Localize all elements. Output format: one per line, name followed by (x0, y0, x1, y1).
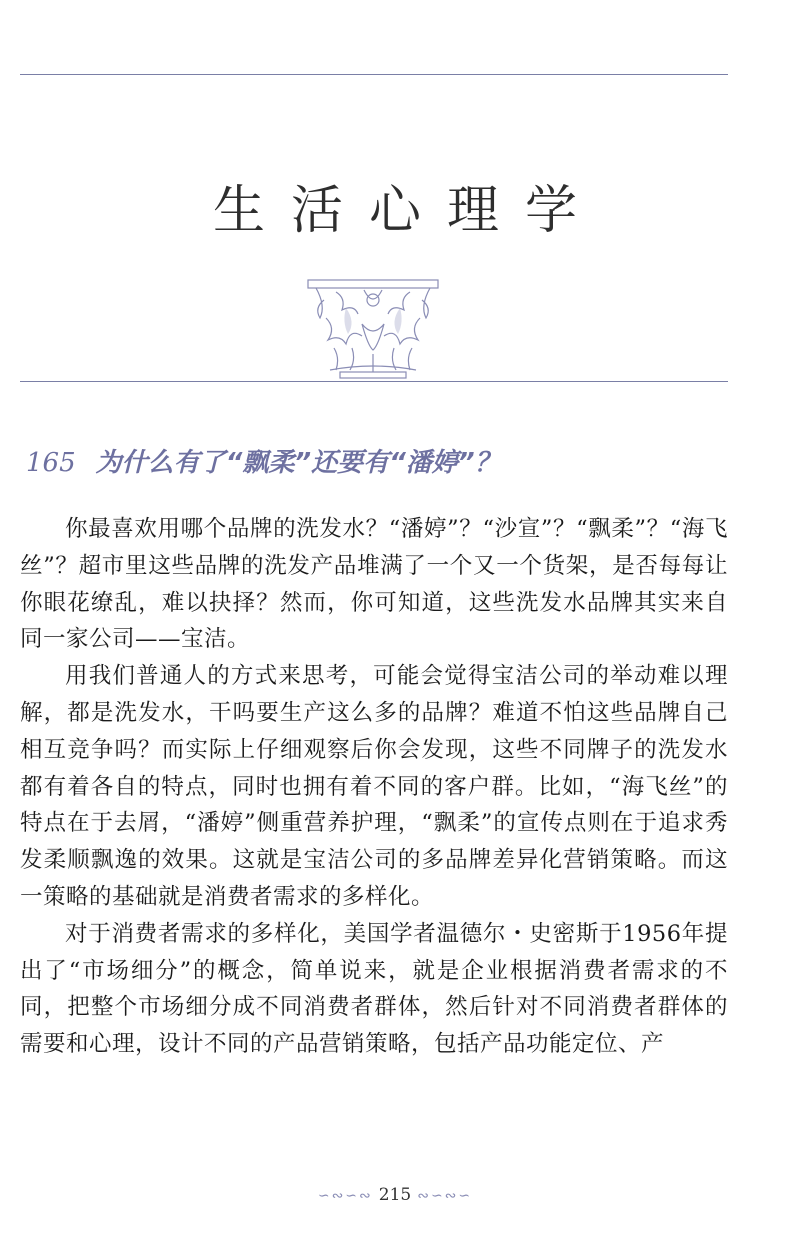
paragraph: 用我们普通人的方式来思考，可能会觉得宝洁公司的举动难以理解，都是洗发水，干吗要生产这么多的品牌？难道不怕这些品牌自己相互竞争吗？而实际上仔细观察后你会发现，这些不同牌子的洗发水都有着各自的特点，同时也拥有着不同的客户群。比如，“海飞丝”的特点在于去屑，“潘婷”侧重营养护理，“飘柔”的宣传点则在于追求秀发柔顺飘逸的效果。这就是宝洁公司的多品牌差异化营销策略。而这一策略的基础就是消费者需求的多样化。 (20, 663, 728, 910)
chapter-title: 生活心理学 (212, 181, 603, 241)
paragraph: 对于消费者需求的多样化，美国学者温德尔・史密斯于1956年提出了“市场细分”的概念，简单说来，就是企业根据消费者需求的不同，把整个市场细分成不同消费者群体，然后针对不同消费者群体的需要和心理，设计不同的产品营销策略，包括产品功能定位、产 (20, 920, 728, 1058)
section-title: 为什么有了“飘柔”还要有“潘婷”？ (95, 448, 501, 478)
footer-ornament-left-icon: ∽∾∽∾ (317, 1188, 373, 1204)
section-rule (20, 381, 728, 382)
paragraph: 你最喜欢用哪个品牌的洗发水？“潘婷”？“沙宣”？“飘柔”？“海飞丝”？超市里这些品牌的洗发产品堆满了一个又一个货架，是否每每让你眼花缭乱，难以抉择？然而，你可知道，这些洗发水品牌其实来自同一家公司——宝洁。 (20, 516, 728, 653)
top-rule (20, 74, 728, 75)
section-number: 165 (26, 448, 76, 478)
section-heading (26, 442, 501, 479)
page-footer (0, 1185, 790, 1205)
body-text (20, 511, 728, 1063)
corinthian-capital-ornament (306, 278, 440, 382)
page-number: 215 (378, 1185, 412, 1205)
footer-ornament-right-icon: ∾∽∾∽ (417, 1188, 473, 1204)
